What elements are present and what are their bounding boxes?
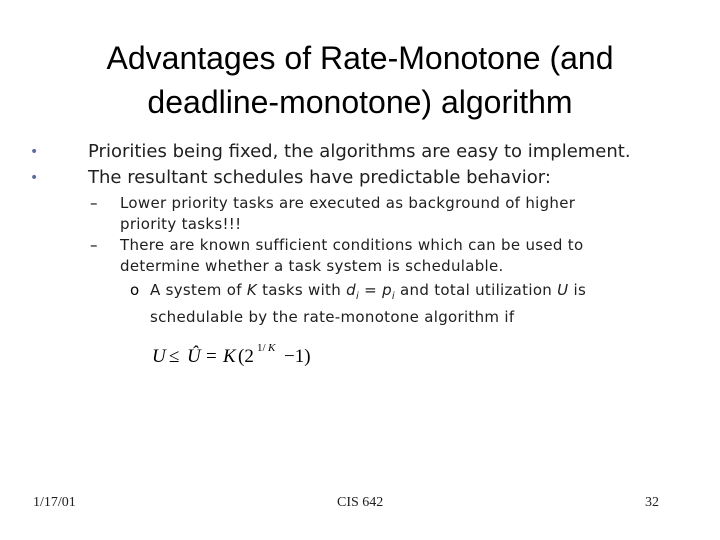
title-line-1: Advantages of Rate-Monotone (and [106,40,614,76]
footer-page-number: 32 [645,495,659,510]
bullet-marker: • [30,170,39,186]
footer-course: CIS 642 [337,495,384,510]
bullet-text: Priorities being fixed, the algorithms are easy to implement. [88,141,631,162]
formula-U: U [152,346,166,367]
formula-uhat: Û [187,346,201,367]
subsub-bullet [130,280,630,328]
subbullet-marker: – [90,194,98,212]
subbullet-marker: – [90,236,98,254]
formula-le: ≤ [169,346,180,367]
slide-title [40,36,680,124]
bullet-marker: • [30,144,39,160]
title-line-2: deadline-monotone) algorithm [147,84,573,120]
subbullet-2 [90,235,630,277]
subbullet-text: Lower priority tasks are executed as background of higher priority tasks!!! [120,194,576,233]
formula-expK: K [268,342,276,354]
formula-open: (2 [238,346,254,367]
subsub-marker: o [130,281,140,299]
rm-bound-formula [150,338,330,372]
formula-eq: = [206,346,217,367]
formula-K: K [223,346,236,367]
subbullet-text: There are known sufficient conditions which can be used to determine whether a task system is schedulable. [120,236,584,275]
subsub-text: A system of K tasks with $d_i = p_i$ and total utilization U is schedulable by the rate-monotone algorithm if [150,281,587,326]
footer-date: 1/17/01 [33,495,76,510]
bullet-text: The resultant schedules have predictable behavior: [88,167,551,188]
subbullet-1 [90,193,630,235]
formula-svg [150,338,330,372]
formula-tail: −1) [284,346,311,367]
formula-exp: 1/ [257,342,266,354]
